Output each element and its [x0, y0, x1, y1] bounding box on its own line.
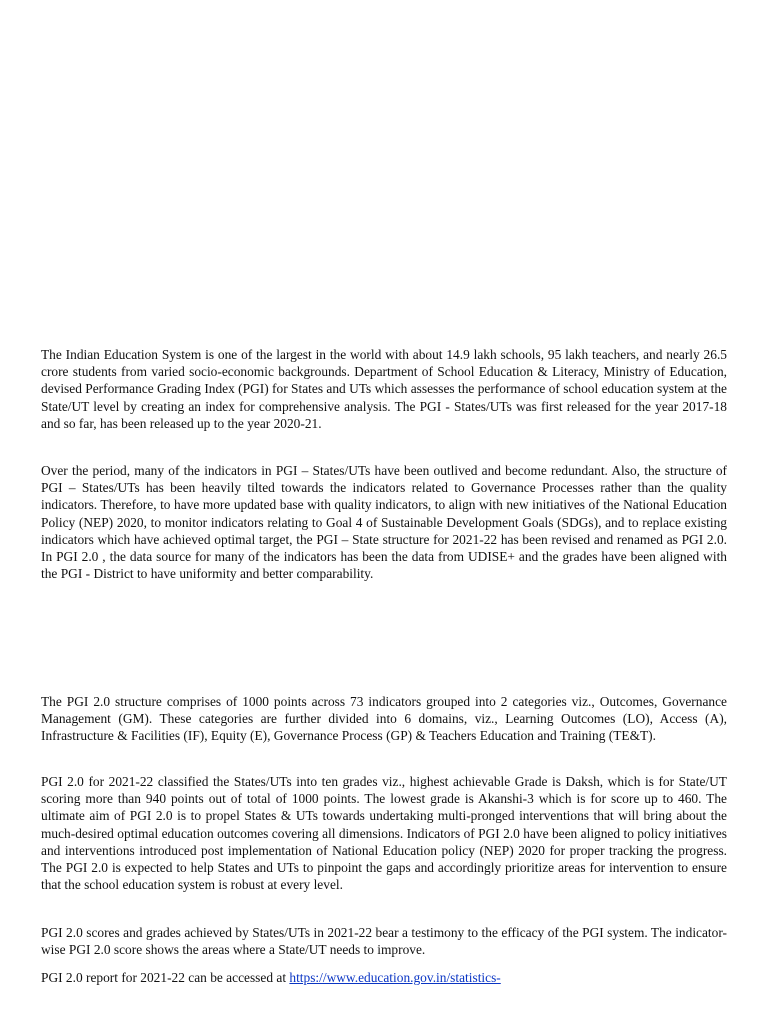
report-link[interactable]: https://www.education.gov.in/statistics- [289, 970, 501, 985]
report-access-line [41, 969, 727, 986]
grades-paragraph: PGI 2.0 for 2021-22 classified the States/UTs into ten grades viz., highest achievable Grade is Daksh, which is for State/UT scoring more than 940 points out of total of 1000 points. The lowest grade is Akanshi-3 which is for score up to 460. The ultimate aim of PGI 2.0 is to propel States & UTs towards undertaking multi-pronged interventions that will bring about the much-desired optimal education outcomes covering all dimensions. Indicators of PGI 2.0 have been aligned to policy initiatives and interventions introduced post implementation of National Education policy (NEP) 2020 for proper tracking the progress. The PGI 2.0 is expected to help States and UTs to pinpoint the gaps and accordingly prioritize areas for intervention to ensure that the school education system is robust at every level. [41, 774, 727, 893]
intro-paragraph: The Indian Education System is one of the largest in the world with about 14.9 lakh schools, 95 lakh teachers, and nearly 26.5 crore students from varied socio-economic backgrounds. Department of School Education & Literacy, Ministry of Education, devised Performance Grading Index (PGI) for States and UTs which assesses the performance of school education system at the State/UT level by creating an index for comprehensive analysis. The PGI - States/UTs was first released for the year 2017-18 and so far, has been released up to the year 2020-21. [41, 347, 727, 431]
structure-paragraph: The PGI 2.0 structure comprises of 1000 points across 73 indicators grouped into 2 categories viz., Outcomes, Governance Management (GM). These categories are further divided into 6 domains, viz., Learning Outcomes (LO), Access (A), Infrastructure & Facilities (IF), Equity (E), Governance Process (GP) & Teachers Education and Training (TE&T). [41, 694, 727, 744]
report-access-prefix: PGI 2.0 report for 2021-22 can be accessed at [41, 970, 290, 985]
revision-paragraph: Over the period, many of the indicators in PGI – States/UTs have been outlived and become redundant. Also, the structure of PGI – States/UTs has been heavily tilted towards the indicators related to Governance Processes rather than the quality indicators. Therefore, to have more updated base with quality indicators, to align with new initiatives of the National Education Policy (NEP) 2020, to monitor indicators relating to Goal 4 of Sustainable Development Goals (SDGs), and to replace existing indicators which have achieved optimal target, the PGI – State structure for 2021-22 has been revised and renamed as PGI 2.0. In PGI 2.0 , the data source for many of the indicators has been the data from UDISE+ and the grades have been aligned with the PGI - District to have uniformity and better comparability. [41, 463, 727, 582]
scores-paragraph: PGI 2.0 scores and grades achieved by States/UTs in 2021-22 bear a testimony to the efficacy of the PGI system. The indicator-wise PGI 2.0 score shows the areas where a State/UT needs to improve. [41, 925, 727, 958]
